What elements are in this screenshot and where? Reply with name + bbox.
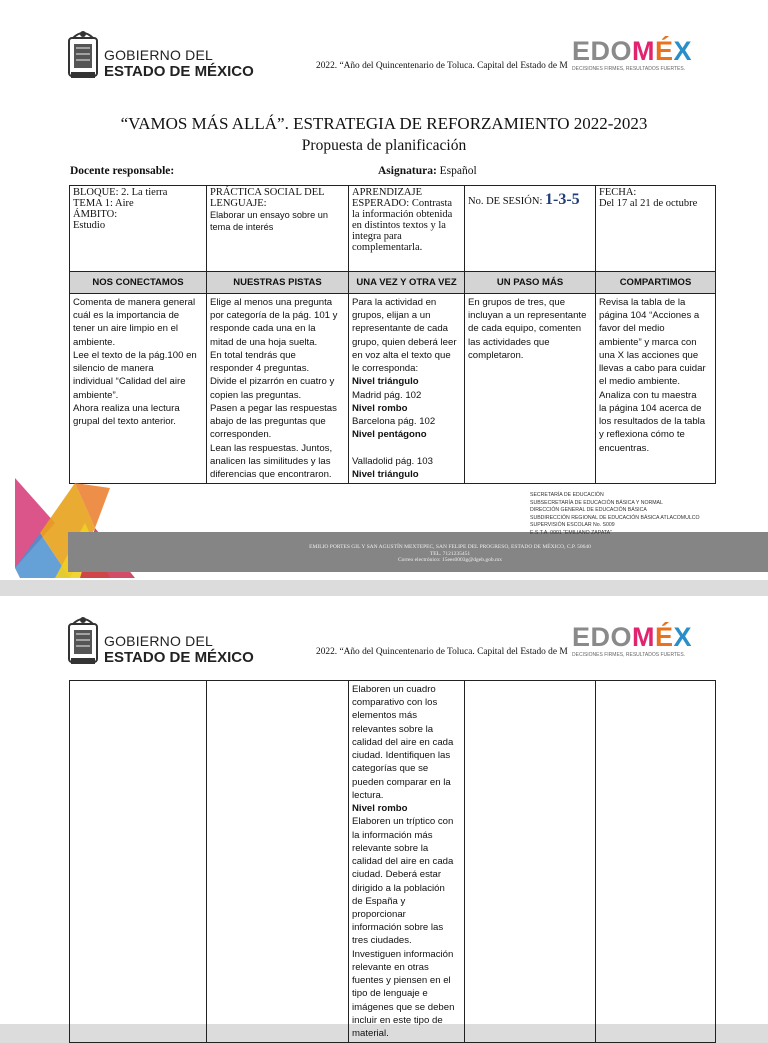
year-quote: 2022. “Año del Quincentenario de Toluca. Capital del Estado de M: [316, 647, 568, 657]
phase-un-paso-mas: UN PASO MÁS: [465, 272, 596, 294]
phase-compartimos: COMPARTIMOS: [596, 272, 716, 294]
teacher-label: Docente responsable:: [70, 165, 175, 177]
cell-line: Nivel rombo: [352, 402, 408, 414]
cell-line: material.: [352, 1028, 389, 1040]
cell-line: las actividades que: [468, 336, 550, 348]
cell-line: Elaboren un tríptico con: [352, 816, 454, 828]
cell-line: de España y: [352, 895, 406, 907]
cell-line: página 104 “Acciones a: [599, 310, 700, 322]
cell-line: Lee el texto de la pág.100 en: [73, 349, 197, 361]
footer-email: Correo electrónico: 15ees0003g@dgeb.gob.mx: [397, 557, 503, 564]
cell-line: tipo de lenguaje e: [352, 988, 428, 1000]
page-header: [0, 0, 768, 100]
cell-line: grupo, quien deberá leer: [352, 336, 457, 348]
cell-line: favor del medio: [599, 323, 665, 335]
edomex-word: EDOMÉX: [572, 622, 693, 652]
dept-line: SUPERVISIÓN ESCOLAR No. S009: [530, 522, 615, 529]
page-header: [0, 586, 768, 686]
sesion-cell: [465, 186, 596, 272]
cell-line: Madrid pág. 102: [352, 389, 422, 401]
activity-cell-compartimos: [596, 681, 716, 1043]
cell-line: los resultados de la tabla: [599, 416, 706, 428]
tema-text: TEMA 1: Aire: [73, 198, 134, 210]
cell-line: el medio ambiente.: [599, 376, 681, 388]
cell-line: Valladolid pág. 103: [352, 455, 433, 467]
bloque-text: BLOQUE: 2. La tierra: [73, 187, 168, 198]
fecha-label: FECHA:: [599, 187, 637, 198]
activity-cell-una-vez: [349, 681, 465, 1043]
cell-line: ambiente”.: [73, 389, 119, 401]
edomex-logo: [572, 624, 700, 664]
cell-line: analicen las similitudes y las: [210, 455, 331, 467]
cell-line: relevantes sobre la: [352, 723, 434, 735]
fecha-cell: [596, 186, 716, 272]
footer-phone: TEL. 7121235451: [429, 550, 471, 557]
cell-line: Lean las respuestas. Juntos,: [210, 442, 333, 454]
activity-cell-conectamos: [70, 681, 207, 1043]
cell-line: relevante sobre la: [352, 842, 429, 854]
cell-line: lectura.: [352, 789, 384, 801]
edomex-tagline: DECISIONES FIRMES, RESULTADOS FUERTES.: [572, 652, 686, 658]
cell-line: incluir en este tipo de: [352, 1014, 443, 1026]
cell-line: incluyan a un representante: [468, 310, 587, 322]
aprendizaje-label: APRENDIZAJE ESPERADO:: [352, 187, 422, 210]
dept-line: E.S.T.A. 0001 “EMILIANO ZAPATA”: [530, 529, 612, 536]
government-wordmark: [104, 48, 254, 79]
cell-line: en voz alta el texto que: [352, 349, 451, 361]
cell-line: Nivel triángulo: [352, 376, 419, 388]
cell-line: En total tendrás que: [210, 349, 296, 361]
practica-cell: [207, 186, 349, 272]
practica-value: Elaborar un ensayo sobre un tema de interés: [210, 210, 328, 233]
footer-department-lines: [530, 492, 700, 537]
gov-line2: ESTADO DE MÉXICO: [104, 649, 254, 666]
cell-line: Barcelona pág. 102: [352, 416, 436, 428]
cell-line: completaron.: [468, 349, 524, 361]
phase-nuestras-pistas: NUESTRAS PISTAS: [207, 272, 349, 294]
cell-line: Analiza con tu maestra: [599, 389, 697, 401]
cell-line: copien las preguntas.: [210, 389, 302, 401]
cell-line: Para la actividad en: [352, 297, 437, 308]
cell-line: tener un aire limpio en el: [73, 323, 179, 335]
footer-address: EMILIO PORTES GIL Y SAN AGUSTÍN MEXTEPEC, SAN FELIPE DEL PROGRESO, ESTADO DE MÉXICO, C.P. 50640: [309, 544, 591, 550]
cell-line: imágenes que se deben: [352, 1001, 455, 1013]
activity-cell-pistas: [207, 294, 349, 484]
fecha-value: Del 17 al 21 de octubre: [599, 198, 698, 210]
cell-line: ambiente” y marca con: [599, 336, 697, 348]
cell-line: por categoría de la pág. 101 y: [210, 310, 338, 322]
activity-cell-paso-mas: [465, 294, 596, 484]
cell-line: individual “Calidad del aire: [73, 376, 186, 388]
cell-line: ambiente.: [73, 336, 116, 348]
activities-row-continued: [70, 681, 716, 1043]
teacher-field: [70, 165, 174, 177]
cell-line: categorías que se: [352, 763, 429, 775]
sesion-value: 1-3-5: [545, 191, 580, 208]
cell-line: ciudad. Deberá estar: [352, 869, 442, 881]
cell-line: abajo de las preguntas que: [210, 416, 326, 428]
cell-line: Elige al menos una pregunta: [210, 297, 333, 308]
document-page-2: [0, 596, 768, 1040]
activity-cell-conectamos: [70, 294, 207, 484]
cell-line: dirigido a la población: [352, 882, 445, 894]
government-wordmark: [104, 634, 254, 665]
activity-cell-pistas: [207, 681, 349, 1043]
cell-line: fuentes y piensen en el: [352, 975, 451, 987]
cell-line: Comenta de manera general: [73, 297, 196, 308]
cell-line: calidad del aire en cada: [352, 736, 454, 748]
cell-line: Elaboren un cuadro: [352, 684, 436, 695]
cell-line: grupos, elijan a un: [352, 310, 431, 322]
cell-line: información sobre las: [352, 922, 444, 934]
dept-line: SUBSECRETARÍA DE EDUCACIÓN BÁSICA Y NORMAL: [530, 499, 663, 506]
cell-line: una X las acciones que: [599, 349, 699, 361]
activity-cell-una-vez: [349, 294, 465, 484]
gov-line1: GOBIERNO DEL: [104, 47, 213, 63]
phase-una-vez: UNA VEZ Y OTRA VEZ: [349, 272, 465, 294]
cell-line: encuentras.: [599, 442, 650, 454]
cell-line: elementos más: [352, 710, 418, 722]
cell-line: y reflexiona cómo te: [599, 429, 685, 441]
footer-address-block: [200, 544, 700, 564]
activity-cell-paso-mas: [465, 681, 596, 1043]
subject-value: Español: [439, 165, 477, 177]
edomex-logo: [572, 38, 700, 78]
state-seal-icon: [66, 28, 100, 82]
subject-label: Asignatura:: [378, 165, 437, 177]
phase-nos-conectamos: NOS CONECTAMOS: [70, 272, 207, 294]
phase-header-row: [70, 272, 716, 294]
ambito-value: Estudio: [73, 220, 106, 232]
activity-cell-compartimos: [596, 294, 716, 484]
cell-line: le corresponda:: [352, 363, 419, 375]
dept-line: DIRECCIÓN GENERAL DE EDUCACIÓN BÁSICA: [530, 507, 647, 514]
activities-row: [70, 294, 716, 484]
cell-line: la información más: [352, 829, 433, 841]
state-seal-icon: [66, 614, 100, 668]
cell-line: En grupos de tres, que: [468, 297, 566, 308]
cell-line: Nivel rombo: [352, 803, 408, 815]
cell-line: tres ciudades.: [352, 935, 412, 947]
cell-line: calidad del aire en cada: [352, 856, 454, 868]
edomex-tagline: DECISIONES FIRMES, RESULTADOS FUERTES.: [572, 66, 686, 72]
cell-line: relevante en otras: [352, 961, 429, 973]
cell-line: comparativo con los: [352, 697, 438, 709]
cell-line: llevas a cabo para cuidar: [599, 363, 706, 375]
cell-line: Nivel pentágono: [352, 429, 427, 441]
cell-line: [352, 442, 461, 455]
cell-line: Ahora realiza una lectura: [73, 402, 180, 414]
table-header-row: [70, 186, 716, 272]
cell-line: Revisa la tabla de la: [599, 297, 686, 308]
dept-line: SUBDIRECCIÓN REGIONAL DE EDUCACIÓN BÁSICA ATLACOMULCO: [530, 514, 700, 521]
cell-line: pueden comparar en la: [352, 776, 451, 788]
cell-line: responde cada una en la: [210, 323, 316, 335]
dept-line: SECRETARÍA DE EDUCACIÓN: [530, 492, 604, 498]
cell-line: representante de cada: [352, 323, 449, 335]
year-quote: 2022. “Año del Quincentenario de Toluca. Capital del Estado de M: [316, 61, 568, 71]
cell-line: grupal del texto anterior.: [73, 416, 176, 428]
cell-line: mitad de una hoja suelta.: [210, 336, 318, 348]
cell-line: diferencias que encontraron.: [210, 469, 332, 481]
cell-line: ciudad. Identifiquen las: [352, 750, 451, 762]
document-subtitle: Propuesta de planificación: [301, 137, 467, 154]
cell-line: cuál es la importancia de: [73, 310, 180, 322]
cell-line: silencio de manera: [73, 363, 154, 375]
cell-line: Nivel triángulo: [352, 468, 419, 480]
cell-line: responder 4 preguntas.: [210, 363, 310, 375]
sesion-label: No. DE SESIÓN:: [468, 196, 543, 207]
practica-label: PRÁCTICA SOCIAL DEL LENGUAJE:: [210, 187, 325, 210]
cell-line: corresponden.: [210, 429, 272, 441]
ambito-label: ÁMBITO:: [73, 209, 118, 221]
planning-table-continued: [69, 680, 716, 1043]
edomex-word: EDOMÉX: [572, 36, 693, 66]
cell-line: de cada equipo, comenten: [468, 323, 582, 335]
cell-line: la página 104 acerca de: [599, 402, 702, 414]
subject-field: [378, 165, 477, 177]
planning-table: [69, 185, 716, 484]
cell-line: Pasen a pegar las respuestas: [210, 402, 337, 414]
document-title: “VAMOS MÁS ALLÁ”. ESTRATEGIA DE REFORZAMIENTO 2022-2023: [120, 114, 648, 133]
cell-line: Divide el pizarrón en cuatro y: [210, 376, 335, 388]
aprendizaje-cell: [349, 186, 465, 272]
bloque-cell: [70, 186, 207, 272]
cell-line: proporcionar: [352, 908, 406, 920]
gov-line2: ESTADO DE MÉXICO: [104, 63, 254, 80]
gov-line1: GOBIERNO DEL: [104, 633, 213, 649]
cell-line: Investiguen información: [352, 948, 454, 960]
aprendizaje-value: Contrasta la información obtenida en distintos textos y la integra para complementarla.: [352, 198, 453, 254]
